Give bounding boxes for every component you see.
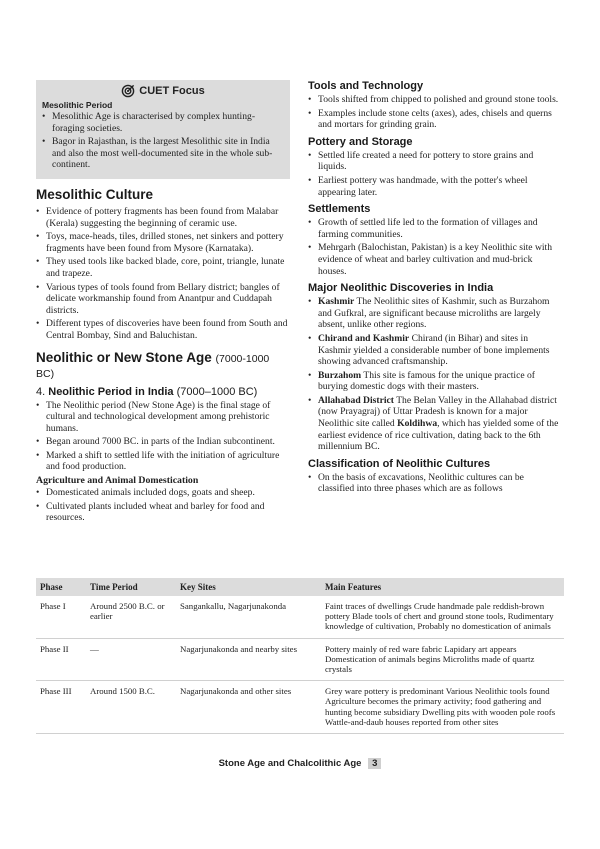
column-header: Main Features — [325, 582, 382, 592]
table-cell: Around 1500 B.C. — [86, 681, 176, 734]
table-header-row — [36, 578, 564, 596]
list-item: • Evidence of pottery fragments has been found from Malabar (Kerala) suggesting the beginning of ceramic use. — [36, 206, 290, 229]
table-cell: Around 2500 B.C. or earlier — [86, 596, 176, 638]
list-item: • The Neolithic period (New Stone Age) is the final stage of cultural and technological development among prehistoric humans. — [36, 400, 290, 435]
discoveries-list — [308, 296, 562, 453]
settlements-heading: Settlements — [308, 203, 371, 216]
list-item: • Mehrgarh (Balochistan, Pakistan) is a key Neolithic site with evidence of wheat and barley cultivation and mud-brick houses. — [308, 242, 562, 277]
tools-heading: Tools and Technology — [308, 80, 424, 92]
list-item: • Examples include stone celts (axes), ades, chisels and querns and mortars for grinding grain. — [308, 108, 562, 131]
list-item: • They used tools like backed blade, core, point, triangle, lunate and trapeze. — [36, 256, 290, 279]
table-cell: Phase II — [36, 638, 86, 681]
neolithic-india-dates: (7000–1000 BC) — [176, 385, 258, 398]
list-item: • Growth of settled life led to the formation of villages and farming communities. — [308, 217, 562, 240]
column-header: Key Sites — [180, 582, 216, 592]
cuet-focus-subtitle: Mesolithic Period — [42, 100, 113, 110]
neolithic-heading — [36, 350, 290, 380]
table-cell: Pottery mainly of red ware fabric Lapidary art appears Domestication of animals begins Microliths made of quartz crystals — [321, 638, 564, 681]
item-bold: Koldihwa — [397, 418, 438, 430]
page-footer — [0, 758, 600, 769]
column-header: Time Period — [90, 582, 138, 592]
table-cell: Faint traces of dwellings Crude handmade pale reddish-brown pottery Blade tools of chert and ground stone tools, Rudimentary knowledge of cultivation, Probably no domestication of animals — [321, 596, 564, 638]
item-text: , which has yielded some of the earliest evidence of rice cultivation, dating back to the 6th millennium BC. — [318, 418, 559, 453]
table-row — [36, 681, 564, 734]
mesolithic-culture-list — [36, 206, 290, 342]
agriculture-heading: Agriculture and Animal Domestication — [36, 475, 199, 487]
list-item — [308, 333, 562, 368]
table-row — [36, 638, 564, 681]
table-cell: Phase I — [36, 596, 86, 638]
cuet-focus-list — [42, 111, 284, 171]
list-item: • Mesolithic Age is characterised by complex hunting-foraging societies. — [42, 111, 284, 134]
item-text: The Neolithic sites of Kashmir, such as Burzahom and Gufkral, are significant because microliths are largely absent, unlike other regions. — [318, 296, 550, 331]
item-lead: Burzahom — [318, 369, 362, 381]
cuet-focus-header — [42, 84, 284, 98]
list-item: • Began around 7000 BC. in parts of the Indian subcontinent. — [36, 436, 290, 448]
page-number: 3 — [368, 758, 381, 769]
pottery-list — [308, 150, 562, 198]
item-lead: Kashmir — [318, 296, 355, 308]
column-header: Phase — [40, 582, 63, 592]
table-cell: — — [86, 638, 176, 681]
cuet-focus-title: CUET Focus — [139, 85, 205, 97]
table-cell: Nagarjunakonda and other sites — [176, 681, 321, 734]
list-item: • Various types of tools found from Bellary district; bangles of delicate workmanship found from Anantpur and Cuddapah districts. — [36, 282, 290, 317]
table-cell: Phase III — [36, 681, 86, 734]
discoveries-heading: Major Neolithic Discoveries in India — [308, 282, 494, 295]
table-row — [36, 596, 564, 638]
classification-heading: Classification of Neolithic Cultures — [308, 457, 491, 470]
target-icon — [121, 84, 135, 98]
list-item — [308, 395, 562, 453]
list-item — [308, 296, 562, 331]
tools-list — [308, 94, 562, 131]
list-item — [308, 370, 562, 393]
neolithic-india-heading-text: Neolithic Period in India — [48, 385, 174, 398]
list-item: • Bagor in Rajasthan, is the largest Mesolithic site in India and also the most well-documented site in the whole sub-continent. — [42, 136, 284, 171]
item-text: The Belan Valley in the Allahabad district (now Prayagraj) of Uttar Pradesh is known for a major Neolithic site called — [318, 394, 557, 430]
item-lead: Chirand and Kashmir — [318, 332, 410, 344]
table-cell: Grey ware pottery is predominant Various Neolithic tools found Agriculture becomes the primary activity; food gathering and hunting become subsidiary Dwelling pits with wooden pole roofs Wattle-and-daub houses reported from other sites — [321, 681, 564, 734]
footer-title: Stone Age and Chalcolithic Age — [218, 758, 362, 769]
section-number: 4. — [36, 385, 46, 398]
item-lead: Allahabad District — [318, 394, 394, 406]
neolithic-india-heading — [36, 386, 290, 398]
item-text: Chirand (in Bihar) and sites in Kashmir yielded a considerable number of bone implements showing advanced craftsmanship. — [318, 332, 550, 368]
list-item: • Settled life created a need for pottery to store grains and liquids. — [308, 150, 562, 173]
list-item: • Toys, mace-heads, tiles, drilled stones, net sinkers and pottery fragments have been found from Mysore (Karnataka). — [36, 231, 290, 254]
pottery-heading: Pottery and Storage — [308, 135, 413, 148]
list-item: • Domesticated animals included dogs, goats and sheep. — [36, 487, 290, 499]
neolithic-list — [36, 400, 290, 474]
list-item: • Tools shifted from chipped to polished and ground stone tools. — [308, 94, 562, 106]
neolithic-heading-dates: (7000-1000 BC) — [36, 352, 270, 380]
table-cell: Sangankallu, Nagarjunakonda — [176, 596, 321, 638]
list-item: • On the basis of excavations, Neolithic cultures can be classified into three phases which are as follows — [308, 472, 562, 495]
classification-list — [308, 472, 562, 495]
left-column — [36, 80, 290, 526]
list-item: • Marked a shift to settled life with the initiation of agriculture and food production. — [36, 450, 290, 473]
settlements-list — [308, 217, 562, 277]
neolithic-heading-text: Neolithic or New Stone Age — [36, 349, 212, 365]
list-item: • Different types of discoveries have been found from South and Central Bombay, Sind and Baluchistan. — [36, 318, 290, 341]
right-column — [308, 80, 562, 497]
agriculture-list — [36, 487, 290, 524]
cuet-focus-box — [36, 80, 290, 179]
table-cell: Nagarjunakonda and nearby sites — [176, 638, 321, 681]
mesolithic-culture-heading: Mesolithic Culture — [36, 186, 154, 202]
list-item: • Cultivated plants included wheat and barley for food and resources. — [36, 501, 290, 524]
item-text: This site is famous for the unique practice of burying domestic dogs with their masters. — [318, 369, 535, 393]
neolithic-phases-table — [36, 578, 564, 734]
list-item: • Earliest pottery was handmade, with the potter's wheel appearing later. — [308, 175, 562, 198]
